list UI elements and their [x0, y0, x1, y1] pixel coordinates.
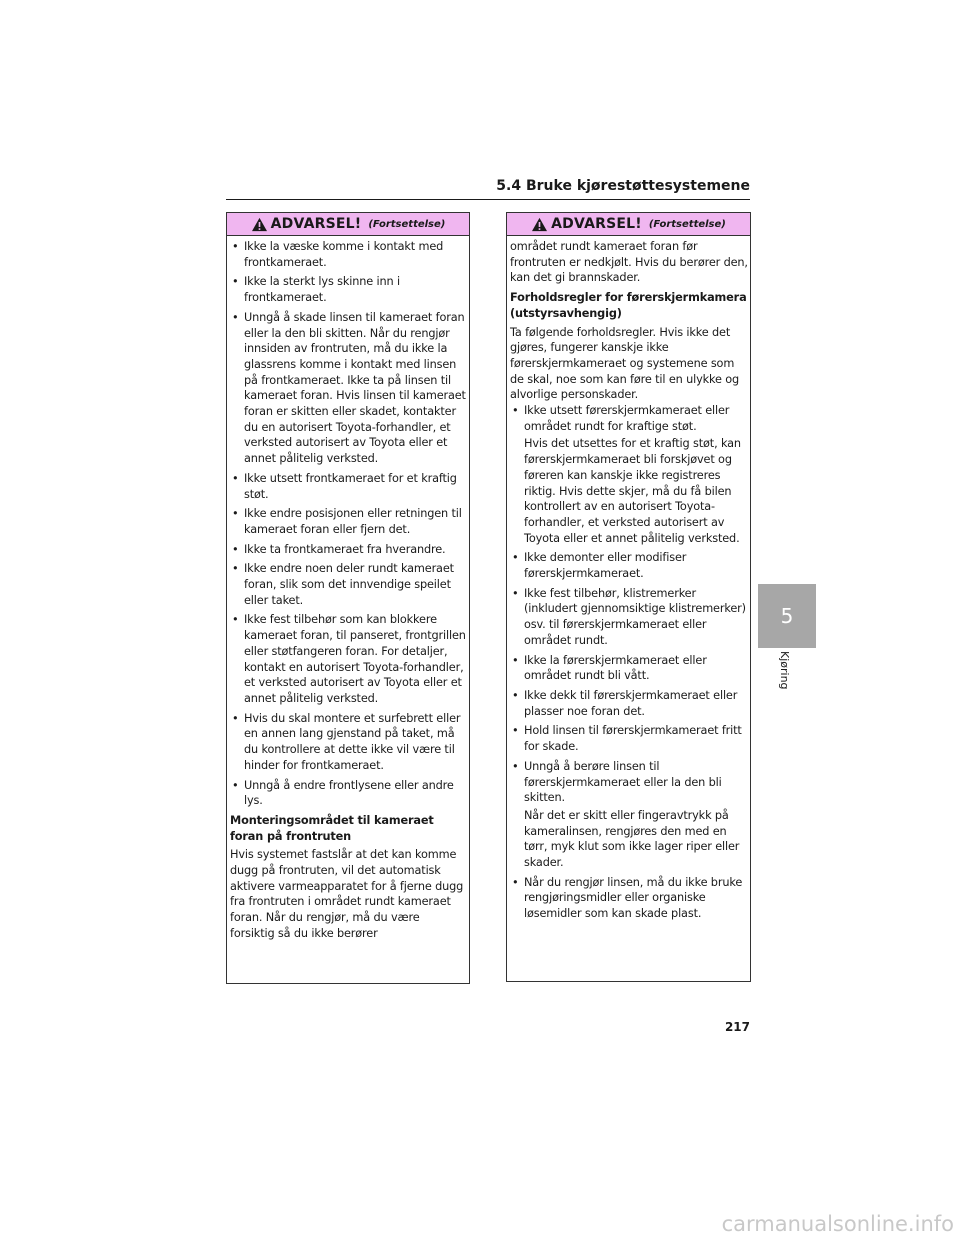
- list-item: • Ikke la væske komme i kontakt med frontkameraet.: [232, 240, 444, 269]
- subheading-driver-camera: Forholdsregler for førerskjermkamera (utstyrsavhengig): [510, 291, 747, 320]
- section-header: 5.4 Bruke kjørestøttesystemene: [496, 178, 750, 194]
- list-item: • Hvis du skal montere et surfebrett eller en annen lang gjenstand på taket, må du kontrollere at dette ikke vil være til hinder for frontkameraet.: [232, 711, 461, 772]
- warning-title: ADVARSEL!: [270, 216, 362, 232]
- warning-box-left: [226, 212, 470, 984]
- watermark-text: carmanualsonline.info: [721, 1212, 954, 1236]
- list-item: • Ikke utsett førerskjermkameraet eller området rundt for kraftige støt. Hvis det utsettes for et kraftig støt, kan førerskjermkameraet bli forskjøvet og føreren kan kanskje ikke registreres riktig. Hvis dette skjer, må du få bilen kontrollert av en autorisert Toyota-forhandler, et verksted autorisert av Toyota eller et annet pålitelig verksted.: [512, 404, 741, 545]
- warning-content-right: [507, 236, 750, 922]
- list-item: • Ikke endre posisjonen eller retningen til kameraet foran eller fjern det.: [232, 507, 462, 536]
- page-number: 217: [724, 1020, 750, 1034]
- chapter-tab-label: Kjøring: [778, 651, 791, 690]
- list-item: • Når du rengjør linsen, må du ikke bruke rengjøringsmidler eller organiske løsemidler som kan skade plast.: [512, 875, 743, 921]
- warning-box-right: [506, 212, 751, 982]
- warning-content-left: [227, 236, 469, 942]
- subheading-mounting-area: Monteringsområdet til kameraet foran på frontruten: [230, 813, 434, 843]
- warning-triangle-icon: [251, 217, 268, 232]
- paragraph-intro: området rundt kameraet foran før frontruten er nedkjølt. Hvis du berører den, kan det gi brannskader.: [510, 240, 748, 285]
- list-item: • Ikke la førerskjermkameraet eller området rundt bli vått.: [512, 653, 707, 683]
- list-item: • Ikke la sterkt lys skinne inn i frontkameraet.: [232, 275, 400, 305]
- warning-continued: (Fortsettelse): [368, 218, 446, 230]
- chapter-tab: 5: [758, 584, 816, 648]
- warning-title: ADVARSEL!: [551, 216, 642, 232]
- list-item: • Ikke fest tilbehør, klistremerker (inkludert gjennomsiktige klistremerker) osv. til førerskjermkameraet eller området rundt.: [512, 586, 746, 647]
- list-item: • Unngå å skade linsen til kameraet foran eller la den bli skitten. Når du rengjør innsiden av frontruten, må du ikke la glassrens komme i kontakt med linsen på frontkameraet. Ikke ta på linsen til kameraet foran. Hvis linsen til kameraet foran er skitten eller skadet, kontakter du en autorisert Toyota-forhandler, et verksted autorisert av Toyota eller et annet pålitelig verksted.: [232, 310, 466, 466]
- warning-continued: (Fortsettelse): [648, 218, 726, 230]
- list-item: • Ikke ta frontkameraet fra hverandre.: [232, 542, 446, 556]
- list-item: • Ikke endre noen deler rundt kameraet foran, slik som det innvendige speilet eller taket.: [232, 562, 454, 607]
- list-item: • Ikke dekk til førerskjermkameraet eller plasser noe foran det.: [512, 688, 738, 718]
- list-item: • Ikke utsett frontkameraet for et kraftig støt.: [232, 471, 457, 501]
- paragraph-mounting-area: Hvis systemet fastslår at det kan komme dugg på frontruten, vil det automatisk aktivere varmeapparatet for å fjerne dugg fra frontruten i området rundt kameraet foran. Når du rengjør, må du være forsiktig så du ikke berører: [230, 848, 464, 940]
- header-rule: [226, 199, 750, 200]
- list-item: • Unngå å berøre linsen til førerskjermkameraet eller la den bli skitten. Når det er skitt eller fingeravtrykk på kameralinsen, rengjøres den med en tørr, myk klut som ikke lager riper eller skader.: [512, 759, 740, 870]
- list-item: • Ikke demonter eller modifiser førerskjermkameraet.: [512, 551, 687, 581]
- warning-triangle-icon: [531, 217, 548, 232]
- warning-header: [227, 213, 469, 236]
- paragraph-driver-camera: Ta følgende forholdsregler. Hvis ikke det gjøres, fungerer kanskje ikke førerskjermkameraet og systemene som de skal, noe som kan føre til en ulykke og alvorlige personskader.: [510, 325, 740, 402]
- list-item: • Ikke fest tilbehør som kan blokkere kameraet foran, til panseret, frontgrillen eller støtfangeren foran. For detaljer, kontakt en autorisert Toyota-forhandler, et verksted autorisert av Toyota eller et annet pålitelig verksted.: [232, 613, 466, 705]
- list-item: • Hold linsen til førerskjermkameraet fritt for skade.: [512, 724, 742, 754]
- list-item: • Unngå å endre frontlysene eller andre lys.: [232, 778, 454, 808]
- warning-header: [507, 213, 750, 236]
